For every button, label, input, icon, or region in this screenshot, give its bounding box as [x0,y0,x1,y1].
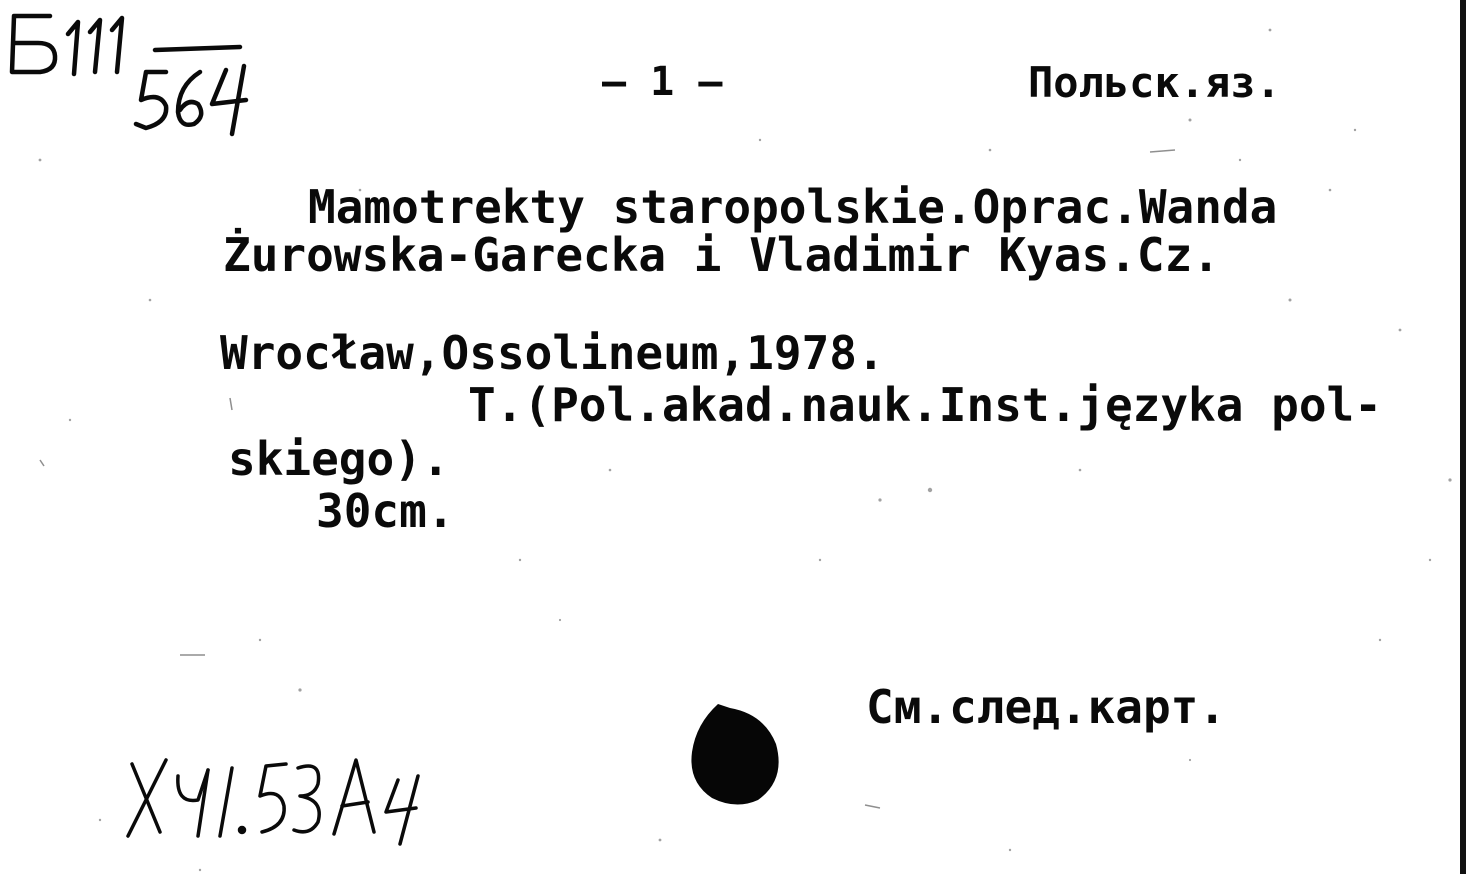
page-marker: — 1 — [602,59,723,105]
card-edge [1460,0,1466,874]
series-line-2: skiego). [228,432,450,486]
imprint-line: Wrocław,Ossolineum,1978. [220,326,885,380]
punch-hole [688,700,784,806]
shelfmark-handwritten [0,0,290,150]
title-line-1: Mamotrekty staropolskie.Oprac.Wanda [308,180,1278,234]
title-line-2: Żurowska-Garecka i Vladimir Kyas.Cz. [223,228,1220,282]
inventory-number-handwritten [110,740,440,850]
subject-label: Польск.яз. [1028,58,1281,107]
see-next-card: См.след.карт. [866,680,1227,734]
series-line-1: T.(Pol.akad.nauk.Inst.języka pol- [468,378,1382,432]
size-line: 30cm. [316,484,455,538]
